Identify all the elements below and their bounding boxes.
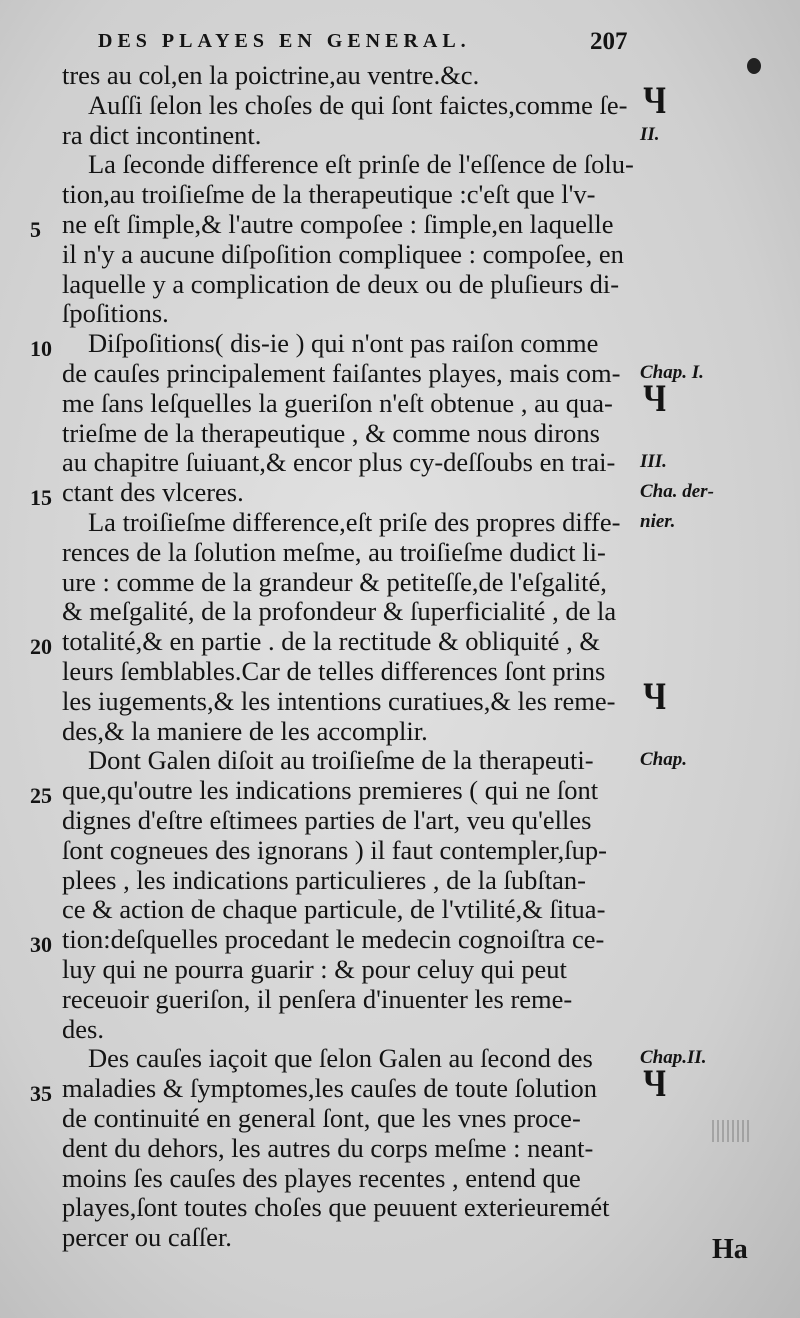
text-line: plees , les indications particulieres , de la ſubſtan- [62, 864, 586, 895]
line-number: 30 [30, 932, 52, 958]
text-line: Auſſi ſelon les choſes de qui ſont faictes,comme ſe- [88, 89, 628, 120]
line-number: 25 [30, 783, 52, 809]
text-line: ne eſt ſimple,& l'autre compoſee : ſimple,en laquelle [62, 209, 614, 239]
text-line: Des cauſes iaçoit que ſelon Galen au ſecond des [88, 1043, 593, 1074]
text-line: ra dict incontinent. [62, 119, 262, 150]
margin-note: nier. [640, 511, 676, 532]
text-line: ſpoſitions. [62, 298, 169, 329]
catchword: Ha [712, 1234, 748, 1265]
text-line: que,qu'outre les indications premieres ( qui ne ſont [62, 775, 599, 806]
text-line: me ſans leſquelles la gueriſon n'eſt obtenue , au qua- [62, 387, 613, 418]
text-line: totalité,& en partie . de la rectitude & obliquité , & [62, 626, 600, 657]
line-number: 20 [30, 634, 52, 660]
text-line: des. [62, 1013, 104, 1044]
text-line: au chapitre ſuiuant,& encor plus cy-deſſoubs en trai- [62, 447, 616, 478]
page-number: 207 [590, 28, 628, 55]
text-line: ce & action de chaque particule, de l'vtilité,& ſitua- [62, 894, 606, 925]
text-line: luy qui ne pourra guarir : & pour celuy qui peut [62, 954, 567, 984]
ink-blot [747, 58, 761, 74]
text-line: les iugements,& les intentions curatiues,& les reme- [62, 685, 616, 716]
text-line: moins ſes cauſes des playes recentes , entend que [62, 1162, 581, 1193]
text-line: Diſpoſitions( dis-ie ) qui n'ont pas raiſon comme [88, 328, 599, 359]
margin-note: II. [640, 123, 660, 145]
margin-note: Chap. I. [640, 362, 704, 383]
text-line: il n'y a aucune diſpoſition compliquee : compoſee, en [62, 238, 624, 269]
margin-glyph: Ⴗ [642, 85, 667, 121]
margin-note: Chap. [640, 749, 687, 771]
text-line: percer ou caſſer. [62, 1222, 232, 1253]
text-line: La troiſieſme difference,eſt priſe des propres diffe- [88, 507, 621, 537]
text-line: dent du dehors, les autres du corps meſme : neant- [62, 1132, 594, 1163]
line-number: 35 [30, 1081, 52, 1107]
text-line: playes,ſont toutes choſes que peuuent exterieuremét [62, 1192, 610, 1223]
text-line: maladies & ſymptomes,les cauſes de toute ſolution [62, 1073, 598, 1104]
text-line: ctant des vlceres. [62, 477, 244, 508]
text-line: des,& la maniere de les accomplir. [62, 715, 428, 746]
text-line: ſont cogneues des ignorans ) il faut contempler,ſup- [62, 834, 607, 865]
text-line: tion:deſquelles procedant le medecin cognoiſtra ce- [62, 924, 605, 955]
line-number: 10 [30, 336, 52, 362]
text-line: leurs ſemblables.Car de telles differences ſont prins [62, 656, 606, 686]
line-number: 5 [30, 217, 41, 242]
margin-glyph: Ⴗ [642, 681, 667, 717]
margin-glyph: Ⴗ [642, 383, 667, 419]
text-line: tres au col,en la poictrine,au ventre.&c. [62, 60, 480, 90]
text-line: de cauſes principalement faiſantes playes, mais com- [62, 358, 621, 388]
text-line: & meſgalité, de la profondeur & ſuperficialité , de la [62, 596, 617, 627]
line-number: 15 [30, 485, 52, 511]
text-line: tion,au troiſieſme de la therapeutique :c'eſt que l'v- [62, 179, 596, 210]
text-line: Dont Galen diſoit au troiſieſme de la therapeuti- [88, 745, 594, 776]
text-line: laquelle y a complication de deux ou de pluſieurs di- [62, 268, 620, 299]
text-line: trieſme de la therapeutique , & comme nous dirons [62, 417, 600, 448]
text-line: La ſeconde difference eſt prinſe de l'eſſence de ſolu- [88, 149, 634, 180]
margin-note: Cha. der- [640, 481, 714, 503]
text-line: dignes d'eſtre eſtimees parties de l'art, veu qu'elles [62, 805, 592, 835]
text-line: rences de la ſolution meſme, au troiſieſme dudict li- [62, 536, 606, 567]
ink-smudge [712, 1120, 752, 1142]
margin-glyph: Ⴗ [642, 1069, 667, 1105]
text-line: de continuité en general ſont, que les vnes proce- [62, 1103, 581, 1133]
text-line: receuoir gueriſon, il penſera d'inuenter les reme- [62, 983, 573, 1014]
margin-note: III. [640, 451, 667, 473]
running-title: DES PLAYES EN GENERAL. [98, 30, 471, 52]
margin-note: Chap.II. [640, 1047, 707, 1069]
text-line: ure : comme de la grandeur & petiteſſe,de l'eſgalité, [62, 566, 607, 597]
